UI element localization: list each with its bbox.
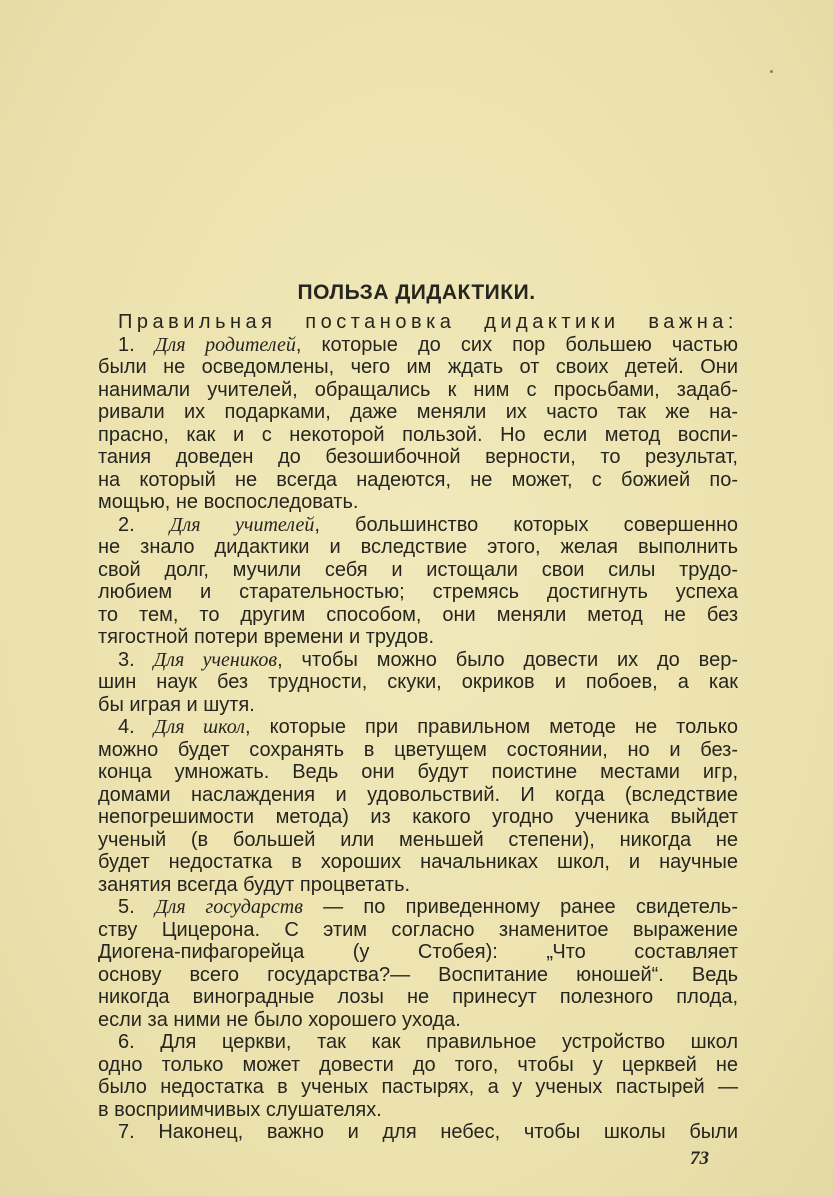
line-text: , большинство которых совершенно (314, 513, 738, 536)
text-line (98, 829, 738, 852)
line-text: в восприимчивых слушателях. (98, 1098, 382, 1121)
text-line (98, 1099, 738, 1122)
italic-heading: Для учителей (169, 513, 315, 536)
text-line (98, 851, 738, 874)
text-line (98, 919, 738, 942)
text-line (98, 536, 738, 559)
text-line (98, 626, 738, 649)
text-line (98, 379, 738, 402)
line-text: занятия всегда будут процветать. (98, 873, 411, 896)
line-text: тягостной потери времени и трудов. (98, 626, 435, 648)
text-line (98, 649, 738, 672)
italic-heading: Для государств (154, 896, 303, 918)
line-text: , которые до сих пор большею частью (295, 333, 738, 356)
line-text: прасно, как и с некоторой пользой. Но если метод воспи- (98, 423, 738, 446)
line-text: 7. Наконец, важно и для небес, чтобы школы были (118, 1121, 738, 1143)
line-text: были не осведомлены, чего им ждать от своих детей. Они (98, 356, 738, 378)
text-line (98, 964, 738, 987)
speck (770, 70, 773, 73)
line-text: ству Цицерона. С этим согласно знаменитое выражение (98, 918, 738, 941)
item-number: 3. (118, 648, 154, 671)
text-line (98, 446, 738, 469)
line-text: конца умножать. Ведь они будут поистине местами игр, (98, 761, 738, 783)
text-line (98, 1031, 738, 1054)
text-line (98, 806, 738, 829)
item-number: 4. (118, 716, 154, 738)
line-text: ривали их подарками, даже меняли их часто так же на- (98, 401, 738, 423)
text-line (98, 941, 738, 964)
text-line (98, 401, 738, 424)
item-number: 1. (118, 333, 155, 356)
text-line (98, 311, 738, 334)
line-text: на который не всегда надеются, не может, с божией по- (98, 468, 738, 491)
text-line (98, 334, 738, 357)
section-title: ПОЛЬЗА ДИДАКТИКИ. (297, 281, 536, 304)
text-line (98, 716, 738, 739)
text-line (98, 784, 738, 807)
text-line (98, 896, 738, 919)
text-line (98, 739, 738, 762)
italic-heading: Для родителей (154, 333, 296, 356)
line-text: непогрешимости метода) из какого угодно ученика выйдет (98, 806, 738, 828)
text-line (98, 424, 738, 447)
text-line (98, 514, 738, 537)
line-text: ученый (в большей или меньшей степени), никогда не (98, 828, 738, 851)
line-text: , которые при правильном методе не только (244, 716, 738, 738)
text-line (98, 581, 738, 604)
line-text: бы играя и шутя. (98, 693, 255, 716)
item-number: 5. (118, 896, 155, 918)
line-text: одно только может довести до того, чтобы у церквей не (98, 1053, 738, 1076)
text-line (98, 1054, 738, 1077)
item-number: 2. (118, 513, 170, 536)
text-line (98, 671, 738, 694)
line-text: будет недостатка в хороших начальниках школ, и научные (98, 851, 738, 873)
text-line (98, 694, 738, 717)
text-line (98, 1121, 738, 1144)
text-line (98, 874, 738, 897)
text-line (98, 1009, 738, 1032)
line-text: мощью, не воспоследовать. (98, 491, 359, 513)
text-line (98, 559, 738, 582)
line-text: не знало дидактики и вследствие этого, желая выполнить (98, 536, 738, 558)
text-line (98, 491, 738, 514)
line-text: свой долг, мучили себя и истощали свои силы трудо- (98, 558, 738, 581)
line-text: — по приведенному ранее свидетель- (302, 896, 738, 918)
line-text: Диогена-пифагорейца (у Стобея): „Что составляет (98, 941, 738, 963)
italic-heading: Для школ (153, 716, 245, 738)
line-text: шин наук без трудности, скуки, окриков и побоев, а как (98, 671, 738, 693)
line-text: было недостатка в ученых пастырях, а у ученых пастырей — (98, 1076, 738, 1098)
line-text: можно будет сохранять в цветущем состоянии, но и без- (98, 738, 738, 761)
line-text: , чтобы можно было довести их до вер- (277, 648, 738, 671)
line-text: основу всего государства?— Воспитание юношей“. Ведь (98, 963, 738, 986)
line-text: то тем, то другим способом, они меняли метод не без (98, 603, 738, 626)
line-text: тания доведен до безошибочной верности, то результат, (98, 446, 738, 468)
line-text: любием и старательностью; стремясь достигнуть успеха (98, 581, 738, 603)
page-number: 73 (690, 1148, 709, 1169)
text-line (98, 604, 738, 627)
text-line (98, 761, 738, 784)
line-text: нанимали учителей, обращались к ним с просьбами, задаб- (98, 378, 738, 401)
text-line (98, 1076, 738, 1099)
line-text: никогда виноградные лозы не принесут полезного плода, (98, 986, 738, 1008)
text-line (98, 469, 738, 492)
line-text: если за ними не было хорошего ухода. (98, 1008, 461, 1031)
line-text: Правильная постановка дидактики важна: (118, 311, 738, 333)
line-text: домами наслаждения и удовольствий. И когда (вследствие (98, 783, 738, 806)
text-line (98, 986, 738, 1009)
text-line (98, 356, 738, 379)
body-text (98, 311, 738, 1144)
line-text: 6. Для церкви, так как правильное устройство школ (118, 1031, 738, 1053)
italic-heading: Для учеников (153, 648, 278, 671)
